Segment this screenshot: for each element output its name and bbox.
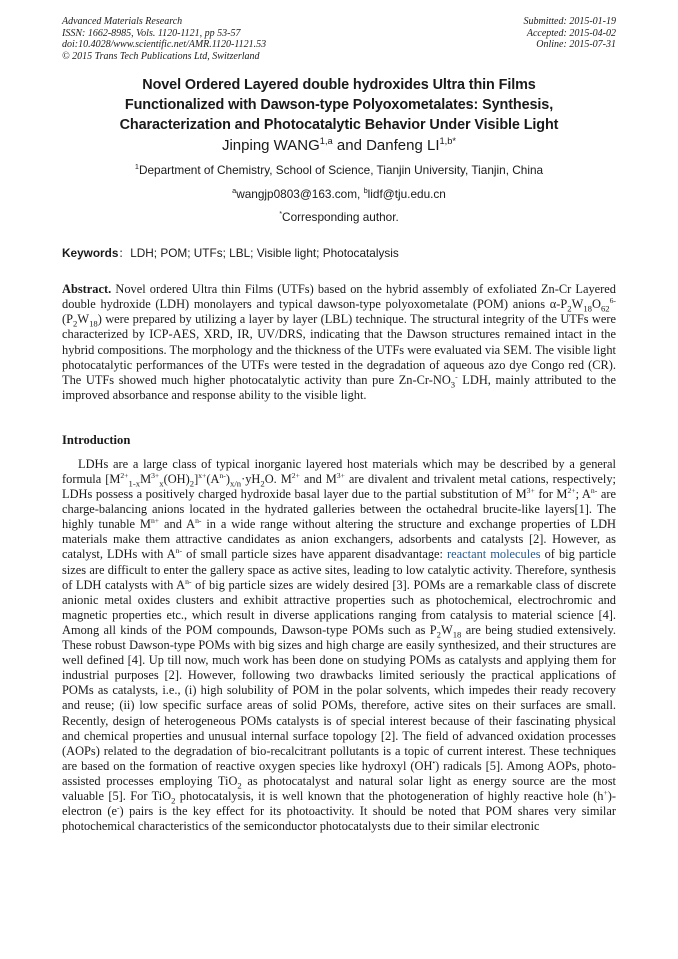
subscript: 18	[89, 318, 98, 329]
body-text: of small particle sizes have apparent disadvantage:	[182, 547, 448, 562]
superscript: 2+	[291, 470, 300, 480]
author-separator: and	[332, 137, 367, 155]
subscript: 1-x	[128, 478, 141, 489]
email-mark: b	[363, 186, 368, 196]
body-text: and M	[299, 472, 337, 486]
superscript: •	[432, 757, 436, 767]
body-text: )-electron (e	[62, 788, 616, 819]
submitted-date: Submitted: 2015-01-19	[523, 16, 616, 27]
abstract-text: Novel ordered Ultra thin Films (UTFs) based on the hybrid assembly of exfoliated Zn-Cr Layered double hydroxide (LDH) monolayers and typical dawson-type polyoxometalate (POM) anions α-P	[62, 282, 616, 312]
superscript: n-	[185, 576, 192, 586]
keywords-separator: ：	[118, 246, 131, 261]
title-line: Characterization and Photocatalytic Behavior Under Visible Light	[119, 116, 559, 133]
subscript: 62	[600, 303, 610, 314]
body-text: ) radicals [5]. Among AOPs, photo-assisted processes employing TiO	[62, 758, 616, 788]
subscript: 2	[189, 478, 195, 489]
online-date: Online: 2015-07-31	[536, 39, 616, 51]
email-link[interactable]: lidf@tju.edu.cn	[367, 187, 446, 202]
superscript: 3+	[336, 470, 345, 480]
superscript: n-	[590, 485, 598, 495]
accepted-date: Accepted: 2015-04-02	[526, 27, 616, 39]
body-text: O. M	[264, 472, 292, 486]
author-affil-mark: 1,b*	[439, 136, 457, 147]
body-text: W	[441, 622, 453, 637]
copyright: © 2015 Trans Tech Publications Ltd, Switzerland	[62, 50, 260, 62]
email-link[interactable]: wangjp0803@163.com,	[236, 187, 364, 202]
introduction-paragraph	[62, 457, 616, 834]
title-line: Functionalized with Dawson-type Polyoxometalates: Synthesis,	[124, 96, 554, 113]
subscript: 2	[73, 318, 78, 329]
superscript: -	[116, 802, 120, 812]
abstract	[62, 282, 616, 403]
section-heading-introduction: Introduction	[62, 432, 131, 447]
body-text: LDHs are a large class of typical inorganic layered host materials which may be described by a general formula [M	[62, 456, 616, 486]
superscript: 2+	[120, 470, 129, 480]
author-list	[62, 136, 616, 155]
author-emails	[62, 187, 616, 201]
body-text: ·yH	[241, 472, 261, 486]
subscript: 2	[260, 478, 265, 489]
subscript: 2	[237, 780, 242, 791]
subscript: x/n	[230, 478, 242, 489]
journal-header	[62, 16, 616, 62]
corresp-mark: *	[279, 209, 283, 219]
superscript: -	[455, 371, 458, 381]
body-text: photocatalysis, it is well known that the photogeneration of highly reactive hole (h	[175, 788, 604, 803]
keywords	[62, 246, 616, 260]
issn: ISSN: 1662-8985, Vols. 1120-1121, pp 53-57	[62, 27, 241, 39]
abstract-text: W	[571, 297, 584, 312]
abstract-text: W	[77, 312, 90, 327]
body-text: are divalent and trivalent metal cations, respectively; LDHs possess a positively charged hydroxide basal layer due to the partial substitution of M	[62, 472, 616, 502]
superscript: n-	[175, 546, 183, 556]
subscript: 2	[171, 795, 176, 806]
superscript: n-	[195, 516, 202, 526]
body-text: as photocatalyst and natural solar light as energy source are the most valuable [5]. For TiO	[62, 773, 616, 803]
affiliation	[62, 163, 616, 177]
author-name: Jinping WANG	[221, 137, 320, 155]
subscript: 2	[436, 629, 441, 640]
body-text: are charge-balancing anions located in the hydrated galleries between the octahedral brucite-like layers[1]. The highly tunable M	[62, 487, 616, 532]
abstract-text: ) were prepared by utilizing a layer by layer (LBL) technique. The structural integrity of the UTFs were characterized by ICP-AES, XRD, IR, UV/DRS, indicating that the Dawson structures remained intact in the hybrid compositions. The morphology and the thickness of the UTFs were evaluated via SEM. The visible light photocatalytic performances of the UTFs were tested in the degradation of aqueous azo dye Congo red (CR). The UTFs showed much higher photocatalytic activity than pure Zn-Cr-NO	[62, 312, 616, 387]
body-text: of big particle sizes are widely desired [3]. POMs are a remarkable class of discrete anionic metal oxides clusters and exhibit attractive properties such as photochemical, electrochromic and magnetic properties etc., which result in diverse applications ranging from catalysis to material science [4]. Among all kinds of the POM compounds, Dawson-type POMs such as P	[62, 577, 616, 637]
superscript: 3+	[151, 470, 160, 480]
corresponding-author-note	[62, 210, 616, 224]
author-affil-mark: 1,a	[319, 136, 333, 147]
subscript: 2	[567, 303, 572, 314]
body-text: M	[140, 472, 152, 486]
superscript: n-	[219, 470, 226, 480]
superscript: n+	[150, 516, 160, 526]
subscript: 18	[583, 303, 592, 314]
corresp-text: Corresponding author.	[282, 210, 399, 225]
doi: doi:10.4028/www.scientific.net/AMR.1120-1121.53	[62, 39, 267, 51]
superscript: +	[603, 787, 608, 797]
keywords-label: Keywords	[62, 246, 119, 261]
affil-mark: 1	[134, 162, 139, 172]
superscript: x+	[198, 470, 207, 480]
subscript: x	[159, 478, 164, 489]
body-text: (OH)	[163, 472, 190, 486]
header-right	[524, 16, 617, 62]
body-text: ]	[194, 472, 199, 486]
abstract-text: LDH, mainly attributed to the improved absorbance and response ability to the visible light.	[62, 372, 616, 402]
author-name: Danfeng LI	[366, 137, 440, 155]
body-text: in a wide range without altering the structure and exchange properties of LDH materials make them attractive candidates as anion exchangers, adsorbents and catalysts [2]. However, as catalyst, LDHs with A	[62, 517, 616, 562]
abstract-text: O	[591, 297, 601, 312]
email-mark: a	[232, 186, 237, 196]
superscript: 6-	[609, 296, 616, 306]
body-text: are being studied extensively. These robust Dawson-type POMs with big sizes and high charge are easily synthesized, and their structures are well defined [4]. Up till now, much work has been done on studying POMs as catalysts and applying them for industrial purposes [2]. However, following two drawbacks limited seriously the practical applications of POMs as catalysts, i.e., (i) high solubility of POM in the polar solvents, which impedes their ready recovery and reuse; (ii) low specific surface areas of solid POMs, therefore, active sites on their surfaces are small. Recently, design of heterogeneous POMs catalysts is of special interest because of their fascinating physical and chemical properties and unusual internal surface topology [2]. The field of advanced oxidation processes (AOPs) related to the degradation of bio-recalcitrant pollutants is a topic of current interest. These techniques are based on the formation of reactive oxygen species like hydroxyl (OH	[62, 622, 616, 773]
title-line: Novel Ordered Layered double hydroxides Ultra thin Films	[142, 77, 536, 94]
subscript: 3	[450, 379, 456, 390]
paper-title	[62, 76, 616, 135]
body-text: (A	[206, 472, 220, 486]
body-text: and A	[159, 517, 196, 532]
body-text: of big particle sizes are difficult to enter the gallery space as active sites, leading to low catalytic activity. Therefore, synthesis of LDH catalysts with A	[62, 547, 616, 592]
highlighted-text: reactant molecules	[447, 547, 541, 562]
affil-text: Department of Chemistry, School of Science, Tianjin University, Tianjin, China	[138, 163, 544, 178]
body-text: ; A	[575, 487, 591, 502]
body-text: )	[225, 472, 231, 486]
superscript: 3+	[526, 485, 535, 495]
header-left	[62, 16, 266, 62]
body-text: for M	[534, 487, 568, 502]
subscript: 18	[452, 629, 462, 640]
abstract-label: Abstract.	[62, 282, 112, 297]
superscript: 2+	[567, 485, 576, 495]
body-text: ) pairs is the key effect for its photoactivity. It should be noted that POM shares very similar photochemical characteristics of the semiconductor photocatalysts due to their similar electronic	[62, 804, 616, 834]
journal-name: Advanced Materials Research	[62, 16, 183, 27]
keywords-text: LDH; POM; UTFs; LBL; Visible light; Photocatalysis	[130, 246, 399, 261]
abstract-text: (P	[62, 312, 74, 327]
